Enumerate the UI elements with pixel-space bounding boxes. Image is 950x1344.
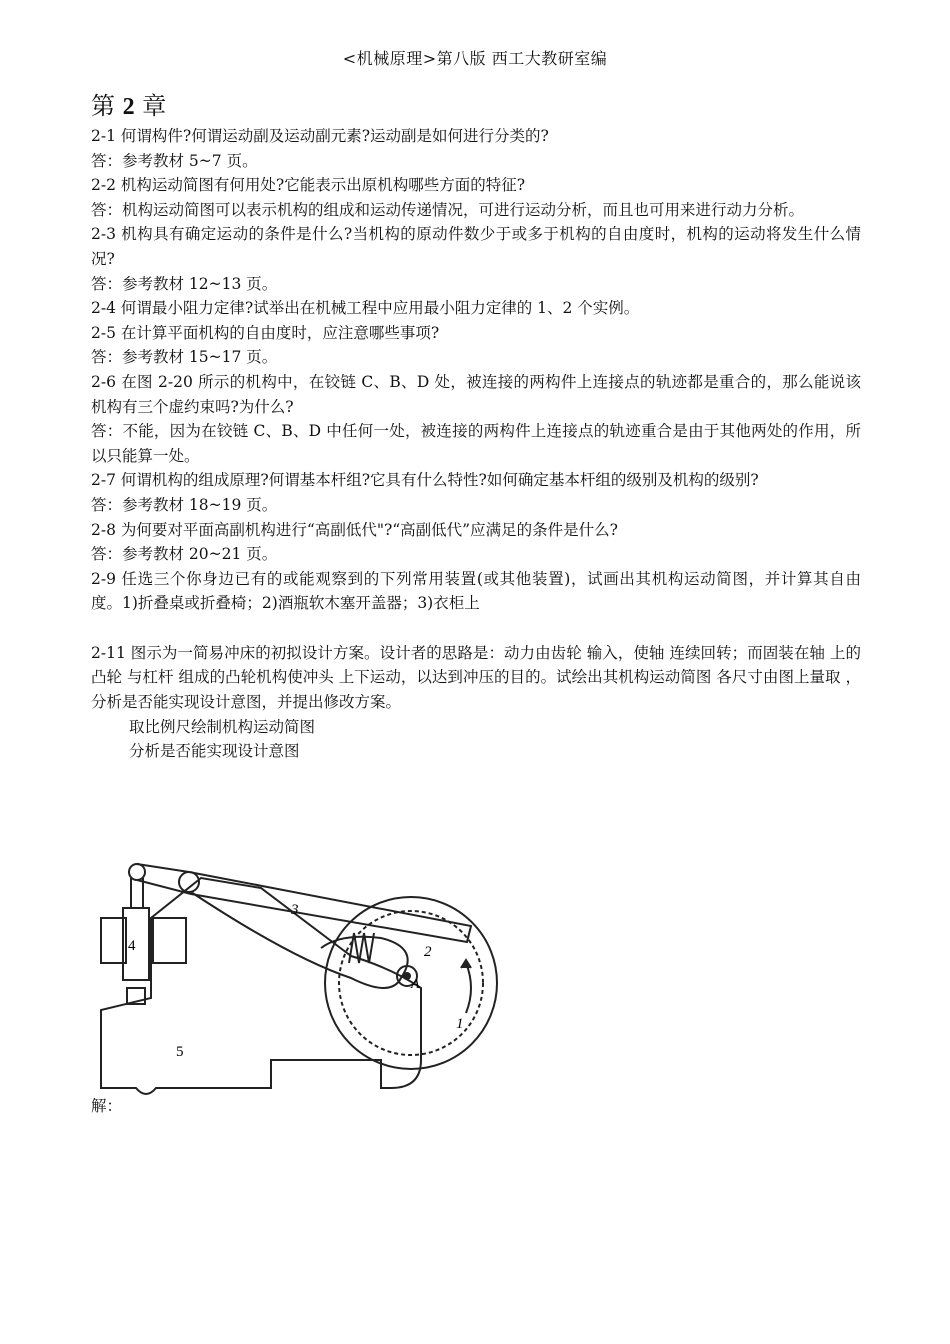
shaft-hub	[404, 973, 410, 979]
rotation-arrow	[466, 963, 471, 1013]
chapter-title	[91, 86, 166, 121]
question-line: 2-3 机构具有确定运动的条件是什么?当机构的原动件数少于或多于机构的自由度时，机构的运动将发生什么情况?	[91, 225, 861, 268]
answer-line: 答：参考教材 5~7 页。	[91, 151, 258, 170]
problem-2-11: 2-11 图示为一简易冲床的初拟设计方案。设计者的思路是：动力由齿轮 输入，使轴 连续回转；而固装在轴 上的凸轮 与杠杆 组成的凸轮机构使冲头 上下运动，以达到冲压的目的。试绘出其机构运动简图 各尺寸由图上量取 ，分析是否能实现设计意图，并提出修改方案。	[91, 643, 861, 712]
question-line: 2-5 在计算平面机构的自由度时，应注意哪些事项?	[91, 323, 440, 342]
question-line: 2-6 在图 2-20 所示的机构中，在铰链 C、B、D 处，被连接的两构件上连接点的轨迹都是重合的，那么能说该机构有三个虚约束吗?为什么?	[91, 372, 861, 416]
step-2: 分析是否能实现设计意图	[129, 742, 300, 761]
pin-top	[129, 864, 145, 880]
solution-label: 解：	[91, 1097, 123, 1115]
answer-line: 答：参考教材 20~21 页。	[91, 545, 278, 564]
rotation-arrow-head	[461, 960, 471, 968]
question-line: 2-9 任选三个你身边已有的或能观察到的下列常用装置(或其他装置)，试画出其机构运动简图，并计算其自由度。1)折叠桌或折叠椅；2)酒瓶软木塞开盖器；3)衣柜上	[91, 569, 861, 613]
chapter-number: 2	[122, 94, 135, 120]
answer-line: 答：参考教材 15~17 页。	[91, 348, 278, 367]
guide-block-right	[153, 918, 186, 963]
question-line: 2-4 何谓最小阻力定律?试举出在机械工程中应用最小阻力定律的 1、2 个实例。	[91, 299, 640, 318]
label-1: 1	[456, 1016, 464, 1032]
label-a: A	[411, 977, 420, 992]
question-line: 2-8 为何要对平面高副机构进行“高副低代"?“高副低代”应满足的条件是什么?	[91, 520, 618, 539]
lever-3	[137, 864, 471, 942]
label-2: 2	[424, 944, 432, 960]
label-5: 5	[176, 1044, 184, 1060]
cam-2	[191, 892, 408, 988]
punch-press-figure	[91, 838, 511, 1100]
question-line: 2-7 何谓机构的组成原理?何谓基本杆组?它具有什么特性?如何确定基本杆组的级别及机构的级别?	[91, 471, 759, 490]
chapter-prefix: 第	[91, 92, 115, 120]
question-line: 2-1 何谓构件?何谓运动副及运动副元素?运动副是如何进行分类的?	[91, 127, 549, 145]
answer-line: 答：不能，因为在铰链 C、B、D 中任何一处，被连接的两构件上连接点的轨迹重合是由于其他两处的作用，所以只能算一处。	[91, 422, 861, 465]
connecting-link	[131, 878, 143, 908]
label-4: 4	[128, 938, 136, 954]
page-header: <机械原理>第八版 西工大教研室编	[342, 49, 608, 68]
step-1: 取比例尺绘制机构运动简图	[129, 717, 316, 736]
question-list	[91, 124, 861, 764]
answer-line: 答：参考教材 12~13 页。	[91, 274, 278, 293]
question-line: 2-2 机构运动简图有何用处?它能表示出原机构哪些方面的特征?	[91, 176, 526, 195]
chapter-suffix: 章	[142, 92, 167, 120]
answer-line: 答：参考教材 18~19 页。	[91, 495, 278, 514]
answer-line: 答：机构运动简图可以表示机构的组成和运动传递情况，可进行运动分析，而且也可用来进行动力分析。	[91, 200, 805, 219]
label-3: 3	[291, 902, 299, 918]
